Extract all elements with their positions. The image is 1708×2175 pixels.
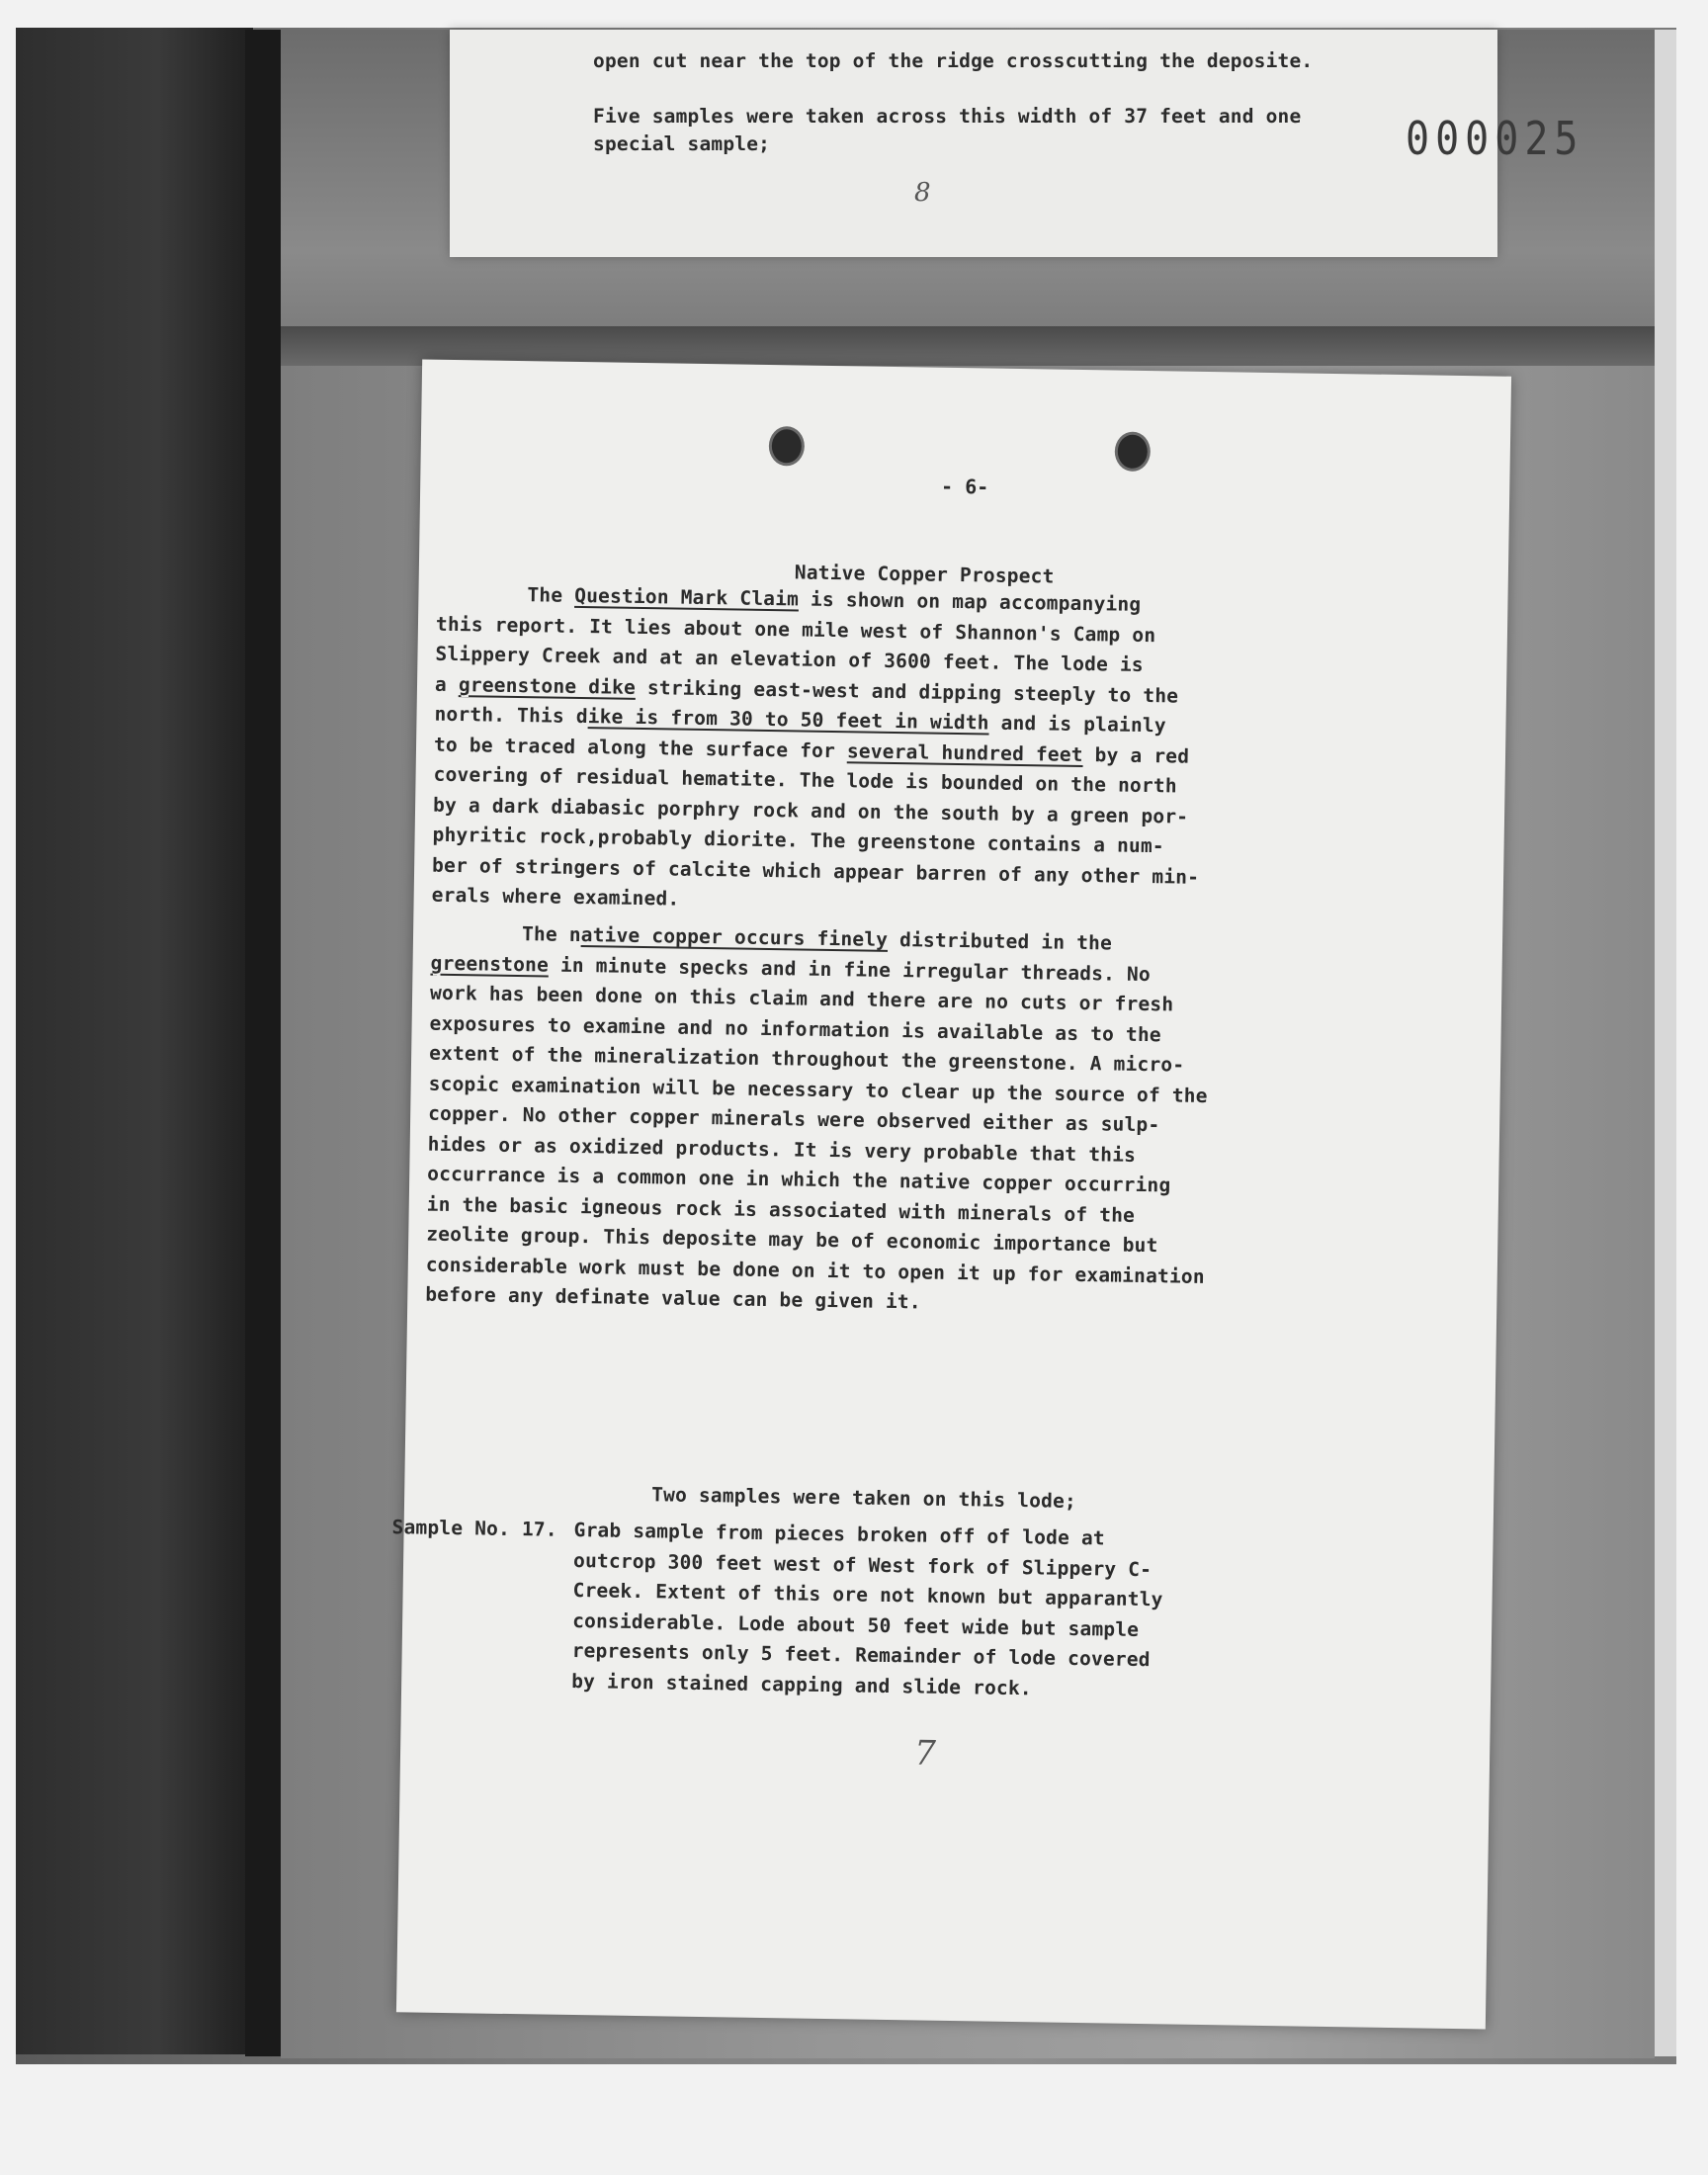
text-run: to be traced along the surface for [433,733,848,762]
typed-line [432,853,1199,888]
typed-line [433,763,1177,798]
text-run: north. This d [434,702,588,729]
text-run: is shown on map accompanying [798,587,1142,616]
typed-line [430,951,1151,985]
typed-line [425,1283,921,1314]
typed-line [432,884,680,911]
sample-line: outcrop 300 feet west of West fork of Slippery C- [572,1548,1153,1581]
text-run: before any definate value can be given it. [425,1282,921,1314]
samples-intro: Two samples were taken on this lode; [651,1483,1077,1513]
typed-line [436,612,1156,646]
underlined-phrase: ike is from 30 to 50 feet in width [587,705,989,735]
text-run: The [527,583,575,607]
top-sheet-line: Five samples were taken across this width of 37 feet and one [593,105,1302,128]
typed-line [433,793,1188,827]
top-sheet-line: open cut near the top of the ridge crosscutting the deposite. [593,49,1314,72]
text-run: work has been done on this claim and there are no cuts or fresh [429,981,1174,1016]
handwritten-mark: 8 [914,178,931,208]
text-run: distributed in the [888,927,1113,955]
text-run: and is plainly [988,711,1166,738]
sample-line: considerable. Lode about 50 feet wide but sample [572,1609,1140,1641]
typed-line [432,824,1164,858]
sample-line: Creek. Extent of this ore not known but apparantly [572,1578,1163,1611]
text-run: The n [521,922,581,947]
text-run: ber of stringers of calcite which appear barren of any other min- [431,853,1200,889]
text-run: copper. No other copper minerals were observed either as sulp- [428,1101,1160,1137]
text-run: considerable work must be done on it to open it up for examination [425,1253,1205,1288]
typed-line [427,1163,1171,1197]
sample-line: represents only 5 feet. Remainder of lode covered [571,1638,1151,1672]
dark-edge-strip [16,28,253,2054]
text-run: a [434,672,460,696]
text-run: by a dark diabasic porphry rock and on the south by a green por- [432,793,1189,828]
text-run: in minute specks and in fine irregular threads. No [548,953,1152,986]
handwritten-page-number: 7 [913,1733,937,1774]
typed-line [428,1132,1137,1166]
underlined-phrase: Question Mark Claim [574,583,800,611]
punch-hole [769,426,806,467]
typed-line [429,1072,1208,1106]
main-sheet [391,359,1511,2029]
typed-line [430,982,1174,1016]
top-sheet-line: special sample; [593,132,771,155]
text-run: striking east-west and dipping steeply to the [635,675,1179,708]
typed-line [426,1223,1158,1258]
top-sheet [450,30,1497,257]
underlined-phrase: greenstone dike [458,672,637,699]
text-run: scopic examination will be necessary to clear up the source of the [428,1072,1208,1107]
typed-line [428,1102,1160,1137]
text-run: extent of the mineralization throughout the greenstone. A micro- [428,1041,1185,1077]
text-run: zeolite group. This deposite may be of economic importance but [426,1222,1158,1258]
text-run: phyritic rock,probably diorite. The greenstone contains a num- [432,823,1165,858]
typed-line [522,922,1112,954]
page-number: - 6- [940,474,989,499]
typed-line [429,1042,1184,1077]
typed-line [429,1011,1161,1046]
text-run: this report. It lies about one mile west of Shannon's Camp on [435,612,1156,647]
text-run: occurrance is a common one in which the native copper occurring [427,1162,1171,1197]
right-margin [1655,30,1676,2056]
underlined-phrase: several hundred feet [846,739,1083,766]
underlined-phrase: ative copper occurs finely [580,923,889,951]
punch-hole [1115,431,1152,472]
sample-line: Grab sample from pieces broken off of lode at [573,1519,1106,1550]
document-number: 000025 [1406,113,1584,166]
typed-line [435,672,1179,707]
typed-line [527,583,1141,616]
typed-line [434,733,1189,767]
section-heading: Native Copper Prospect [794,561,1055,588]
text-run: erals where examined. [431,883,680,911]
text-run: in the basic igneous rock is associated with minerals of the [426,1192,1136,1227]
sample-label: Sample No. 17. [391,1516,557,1541]
text-run: by a red [1082,742,1190,768]
text-run: exposures to examine and no information is available as to the [429,1011,1162,1046]
underlined-phrase: greenstone [430,951,550,977]
sample-line: by iron stained capping and slide rock. [571,1669,1033,1699]
typed-line [434,703,1166,738]
typed-line [426,1253,1205,1287]
text-run: Slippery Creek and at an elevation of 3600 feet. The lode is [435,642,1145,676]
binding-bar [245,30,281,2056]
typed-line [435,643,1144,676]
text-run: covering of residual hematite. The lode is bounded on the north [433,762,1177,798]
typed-line [427,1192,1136,1226]
text-run: hides or as oxidized products. It is very probable that this [427,1132,1137,1167]
